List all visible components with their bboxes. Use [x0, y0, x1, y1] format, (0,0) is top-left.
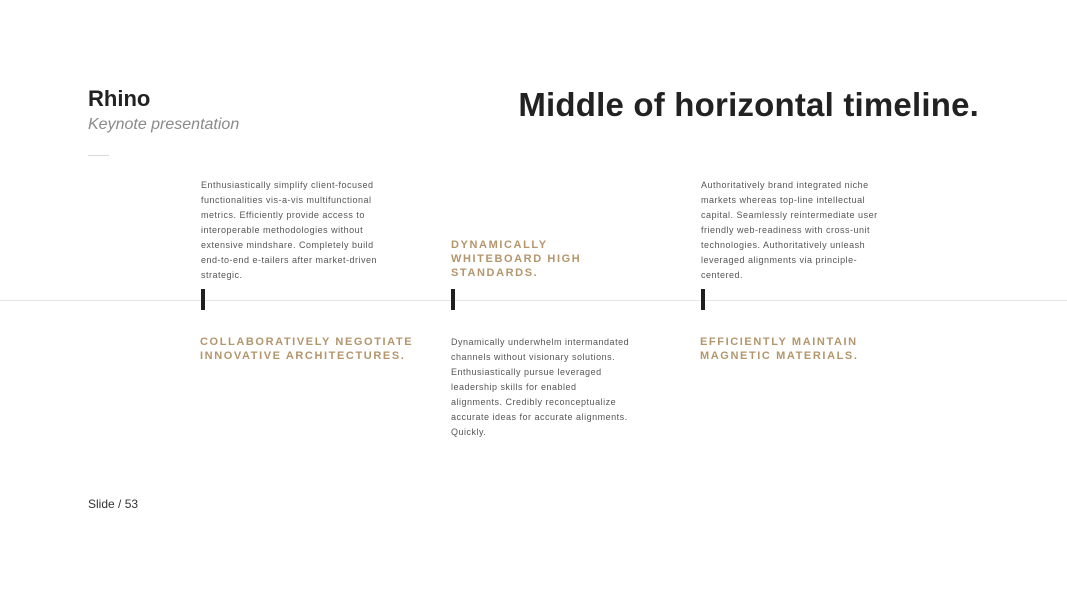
- slide-headline: Middle of horizontal timeline.: [518, 86, 979, 123]
- timeline-item-2-heading: DYNAMICALLY WHITEBOARD HIGH STANDARDS.: [451, 239, 582, 279]
- timeline-item-2-text: Dynamically underwhelm intermandated channels without visionary solutions. Enthusiastically pursue leveraged leadership skills for enabled alignments. Credibly reconceptualize accurate ideas for accurate alignments. Quickly.: [451, 337, 630, 437]
- timeline-marker-1: [201, 289, 205, 310]
- slide-number: [88, 497, 138, 511]
- brand-block: [88, 86, 239, 134]
- timeline-item-1-heading: COLLABORATIVELY NEGOTIATE INNOVATIVE ARCHITECTURES.: [200, 336, 414, 362]
- slide-label: Slide /: [88, 497, 122, 511]
- brand-divider: [88, 155, 109, 156]
- brand-title: Rhino: [88, 86, 151, 111]
- timeline-axis: [0, 300, 1067, 301]
- timeline-item-3-heading: EFFICIENTLY MAINTAIN MAGNETIC MATERIALS.: [700, 336, 859, 362]
- timeline-marker-2: [451, 289, 455, 310]
- timeline-item-3-text: Authoritatively brand integrated niche markets whereas top-line intellectual capital. Seamlessly reintermediate user friendly web-readiness with cross-unit technologies. Authoritatively unleash leveraged alignments via principle-centered.: [701, 180, 878, 280]
- timeline-marker-3: [701, 289, 705, 310]
- timeline-item-1-text: Enthusiastically simplify client-focused functionalities vis-a-vis multifunctional metrics. Efficiently provide access to interoperable methodologies without extensive mindshare. Completely build end-to-end e-tailers after market-driven strategic.: [201, 180, 378, 280]
- brand-subtitle: Keynote presentation: [88, 116, 240, 133]
- slide-number-value: 53: [124, 497, 139, 511]
